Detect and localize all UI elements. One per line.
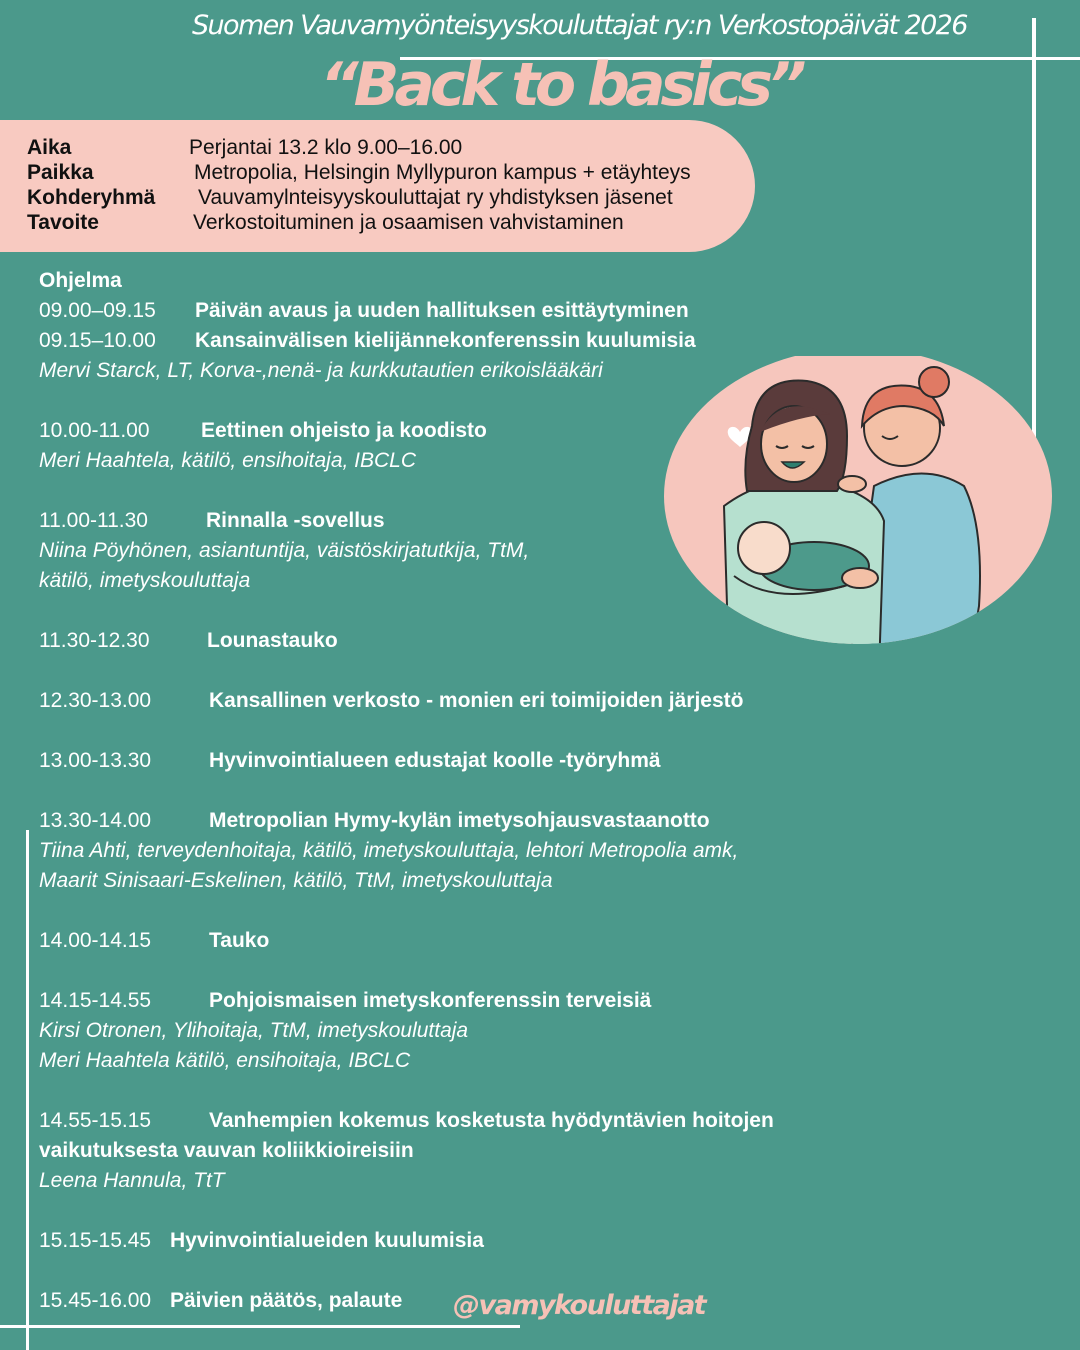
program-time: 14.15-14.55: [39, 989, 152, 1012]
program-title: Päivien päätös, palaute: [170, 1289, 403, 1312]
program-speaker: Meri Haahtela kätilö, ensihoitaja, IBCLC: [39, 1049, 411, 1072]
program-title: Hyvinvointialueiden kuulumisia: [170, 1229, 484, 1252]
program-item: [39, 806, 1039, 836]
frame-line-left-vertical: [26, 830, 29, 1350]
program-time: 11.30-12.30: [39, 629, 150, 652]
program-item: [39, 686, 1039, 716]
program-time: 14.55-15.15: [39, 1109, 152, 1132]
program-title: Päivän avaus ja uuden hallituksen esittäytyminen: [195, 299, 689, 322]
program-speaker: Mervi Starck, LT, Korva-,nenä- ja kurkkutautien erikoislääkäri: [39, 359, 603, 382]
program-time: 10.00-11.00: [39, 419, 150, 442]
program-time: 11.00-11.30: [39, 509, 148, 532]
program-heading: Ohjelma: [39, 269, 122, 292]
info-label: Tavoite: [27, 211, 99, 234]
program-time: 09.00–09.15: [39, 299, 156, 322]
slogan: “Back to basics”: [320, 50, 802, 120]
info-value: Metropolia, Helsingin Myllypuron kampus + etäyhteys: [194, 161, 691, 184]
program-title-continued: vaikutuksesta vauvan koliikkioireisiin: [39, 1139, 414, 1162]
program-title: Vanhempien kokemus kosketusta hyödyntävien hoitojen: [209, 1109, 774, 1132]
program-title: Lounastauko: [207, 629, 338, 652]
social-handle: @vamykouluttajat: [453, 1290, 706, 1321]
program-time: 15.45-16.00: [39, 1289, 152, 1312]
info-label: Kohderyhmä: [27, 186, 156, 209]
info-label: Paikka: [27, 161, 94, 184]
event-info-box: [0, 120, 755, 252]
program-item: [39, 296, 1039, 326]
program-time: 12.30-13.00: [39, 689, 152, 712]
program-title: Metropolian Hymy-kylän imetysohjausvastaanotto: [209, 809, 710, 832]
program-title: Kansainvälisen kielijännekonferenssin kuulumisia: [195, 329, 696, 352]
program-time: 15.15-15.45: [39, 1229, 152, 1252]
event-title: Suomen Vauvamyönteisyyskouluttajat ry:n Verkostopäivät 2026: [192, 10, 967, 41]
program-title: Hyvinvointialueen edustajat koolle -työryhmä: [209, 749, 661, 772]
program-speaker: Meri Haahtela, kätilö, ensihoitaja, IBCLC: [39, 449, 417, 472]
program-item: [39, 986, 1039, 1016]
program-time: 13.30-14.00: [39, 809, 152, 832]
program-speaker: Niina Pöyhönen, asiantuntija, väistöskirjatutkija, TtM,: [39, 539, 530, 562]
program-time: 14.00-14.15: [39, 929, 152, 952]
info-label: Aika: [27, 136, 72, 159]
info-value: Perjantai 13.2 klo 9.00–16.00: [189, 136, 463, 159]
info-value: Verkostoituminen ja osaamisen vahvistaminen: [193, 211, 624, 234]
program-speaker: Kirsi Otronen, Ylihoitaja, TtM, imetyskouluttaja: [39, 1019, 469, 1042]
program-title: Tauko: [209, 929, 270, 952]
program-title: Kansallinen verkosto - monien eri toimijoiden järjestö: [209, 689, 744, 712]
program-speaker: Tiina Ahti, terveydenhoitaja, kätilö, imetyskouluttaja, lehtori Metropolia amk,: [39, 839, 739, 862]
program-item: [39, 926, 1039, 956]
mother-baby-nurse-illustration: [664, 356, 1056, 644]
program-speaker: Leena Hannula, TtT: [39, 1169, 225, 1192]
program-title: Eettinen ohjeisto ja koodisto: [201, 419, 487, 442]
program-item: [39, 326, 1039, 356]
info-value: Vauvamylnteisyyskouluttajat ry yhdistyksen jäsenet: [198, 186, 673, 209]
program-item: [39, 746, 1039, 776]
program-speaker: Maarit Sinisaari-Eskelinen, kätilö, TtM, imetyskouluttaja: [39, 869, 553, 892]
program-time: 13.00-13.30: [39, 749, 152, 772]
frame-line-bottom-horizontal: [0, 1325, 520, 1328]
program-time: 09.15–10.00: [39, 329, 156, 352]
program-title: Pohjoismaisen imetyskonferenssin terveisiä: [209, 989, 652, 1012]
program-speaker: kätilö, imetyskouluttaja: [39, 569, 251, 592]
program-title: Rinnalla -sovellus: [206, 509, 385, 532]
program-item: [39, 1106, 1039, 1136]
program-item: [39, 1226, 1039, 1256]
